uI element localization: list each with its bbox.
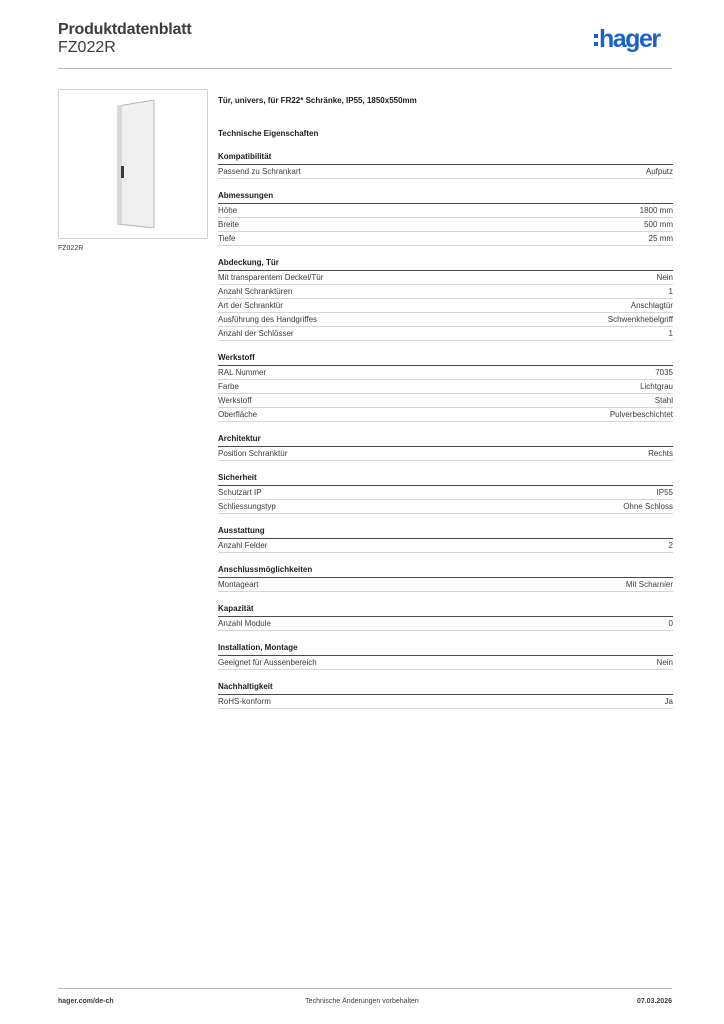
spec-label: Werkstoff (218, 396, 252, 405)
header-divider (58, 68, 672, 69)
spec-group (218, 190, 673, 246)
spec-value: 1 (668, 329, 673, 338)
spec-value: 7035 (655, 368, 673, 377)
spec-row (218, 165, 673, 179)
spec-label: Mit transparentem Deckel/Tür (218, 273, 324, 282)
spec-label: Schutzart IP (218, 488, 262, 497)
spec-value: Ja (664, 697, 673, 706)
spec-group (218, 433, 673, 461)
spec-value: 1800 mm (639, 206, 673, 215)
spec-label: Schliessungstyp (218, 502, 276, 511)
group-spacer (218, 461, 673, 472)
spec-value: 25 mm (648, 234, 673, 243)
spec-value: 1 (668, 287, 673, 296)
spec-label: Anzahl Schranktüren (218, 287, 293, 296)
spec-value: Lichtgrau (640, 382, 673, 391)
group-spacer (218, 514, 673, 525)
spec-row (218, 500, 673, 514)
group-spacer (218, 422, 673, 433)
spec-value: Nein (656, 273, 673, 282)
spec-group-title: Architektur (218, 433, 673, 447)
spec-label: RAL Nummer (218, 368, 267, 377)
spec-label: Breite (218, 220, 239, 229)
spec-group (218, 603, 673, 631)
spec-row (218, 408, 673, 422)
spec-value: Rechts (648, 449, 673, 458)
product-code: FZ022R (58, 39, 116, 56)
spec-value: Ohne Schloss (623, 502, 673, 511)
footer-website[interactable]: hager.com/de-ch (58, 998, 114, 1005)
spec-label: Montageart (218, 580, 259, 589)
spec-label: Position Schranktür (218, 449, 288, 458)
footer-divider (58, 988, 672, 989)
spec-label: Höhe (218, 206, 238, 215)
spec-group-title: Nachhaltigkeit (218, 681, 673, 695)
footer-notice: Technische Änderungen vorbehalten (305, 998, 419, 1005)
image-caption: FZ022R (58, 245, 84, 252)
spec-group-title: Kapazität (218, 603, 673, 617)
spec-row (218, 380, 673, 394)
spec-row (218, 695, 673, 709)
product-description: Tür, univers, für FR22* Schränke, IP55, 1850x550mm (218, 96, 417, 105)
spec-label: Farbe (218, 382, 239, 391)
spec-row (218, 617, 673, 631)
spec-group (218, 564, 673, 592)
spec-row (218, 218, 673, 232)
group-spacer (218, 553, 673, 564)
spec-group-title: Sicherheit (218, 472, 673, 486)
logo-colon-mark (594, 34, 598, 46)
spec-row (218, 232, 673, 246)
spec-label: RoHS-konform (218, 697, 271, 706)
spec-group-title: Anschlussmöglichkeiten (218, 564, 673, 578)
product-image (58, 89, 208, 239)
spec-value: Stahl (654, 396, 673, 405)
spec-content (218, 96, 673, 709)
spec-value: Anschlagtür (630, 301, 673, 310)
spec-label: Anzahl der Schlösser (218, 329, 294, 338)
spec-row (218, 366, 673, 380)
spec-label: Ausführung des Handgriffes (218, 315, 318, 324)
spec-group (218, 525, 673, 553)
spec-row (218, 486, 673, 500)
spec-value: Aufputz (645, 167, 673, 176)
group-spacer (218, 246, 673, 257)
spec-value: Pulverbeschichtet (609, 410, 673, 419)
spec-group-title: Abmessungen (218, 190, 673, 204)
spec-value: IP55 (656, 488, 673, 497)
spec-group-title: Installation, Montage (218, 642, 673, 656)
spec-label: Oberfläche (218, 410, 258, 419)
spec-group (218, 151, 673, 179)
spec-group-title: Kompatibilität (218, 151, 673, 165)
spec-row (218, 313, 673, 327)
footer-date: 07.03.2026 (636, 998, 672, 1005)
spec-group (218, 642, 673, 670)
spec-row (218, 447, 673, 461)
spec-group-title: Abdeckung, Tür (218, 257, 673, 271)
spec-label: Anzahl Module (218, 619, 271, 628)
spec-row (218, 299, 673, 313)
spec-label: Passend zu Schrankart (218, 167, 301, 176)
spec-row (218, 204, 673, 218)
spec-value: Nein (656, 658, 673, 667)
section-title: Technische Eigenschaften (218, 129, 319, 138)
cabinet-door-icon (116, 100, 156, 228)
spec-value: 0 (668, 619, 673, 628)
spec-group (218, 257, 673, 341)
spec-label: Geeignet für Aussenbereich (218, 658, 317, 667)
spec-label: Art der Schranktür (218, 301, 283, 310)
spec-group-title: Ausstattung (218, 525, 673, 539)
group-spacer (218, 670, 673, 681)
spec-group (218, 681, 673, 709)
spec-label: Tiefe (218, 234, 236, 243)
spec-groups (218, 151, 673, 709)
spec-label: Anzahl Felder (218, 541, 268, 550)
spec-value: Mit Scharnier (625, 580, 673, 589)
spec-value: 2 (668, 541, 673, 550)
spec-group (218, 472, 673, 514)
spec-value: Schwenkhebelgriff (607, 315, 673, 324)
spec-row (218, 578, 673, 592)
spec-row (218, 656, 673, 670)
spec-row (218, 271, 673, 285)
hager-logo (594, 27, 660, 52)
spec-row (218, 285, 673, 299)
group-spacer (218, 341, 673, 352)
logo-text: hager (599, 25, 660, 53)
group-spacer (218, 592, 673, 603)
spec-group (218, 352, 673, 422)
spec-group-title: Werkstoff (218, 352, 673, 366)
spec-row (218, 539, 673, 553)
group-spacer (218, 631, 673, 642)
spec-row (218, 394, 673, 408)
spec-row (218, 327, 673, 341)
spec-value: 500 mm (644, 220, 673, 229)
group-spacer (218, 179, 673, 190)
page-title: Produktdatenblatt (58, 21, 192, 38)
